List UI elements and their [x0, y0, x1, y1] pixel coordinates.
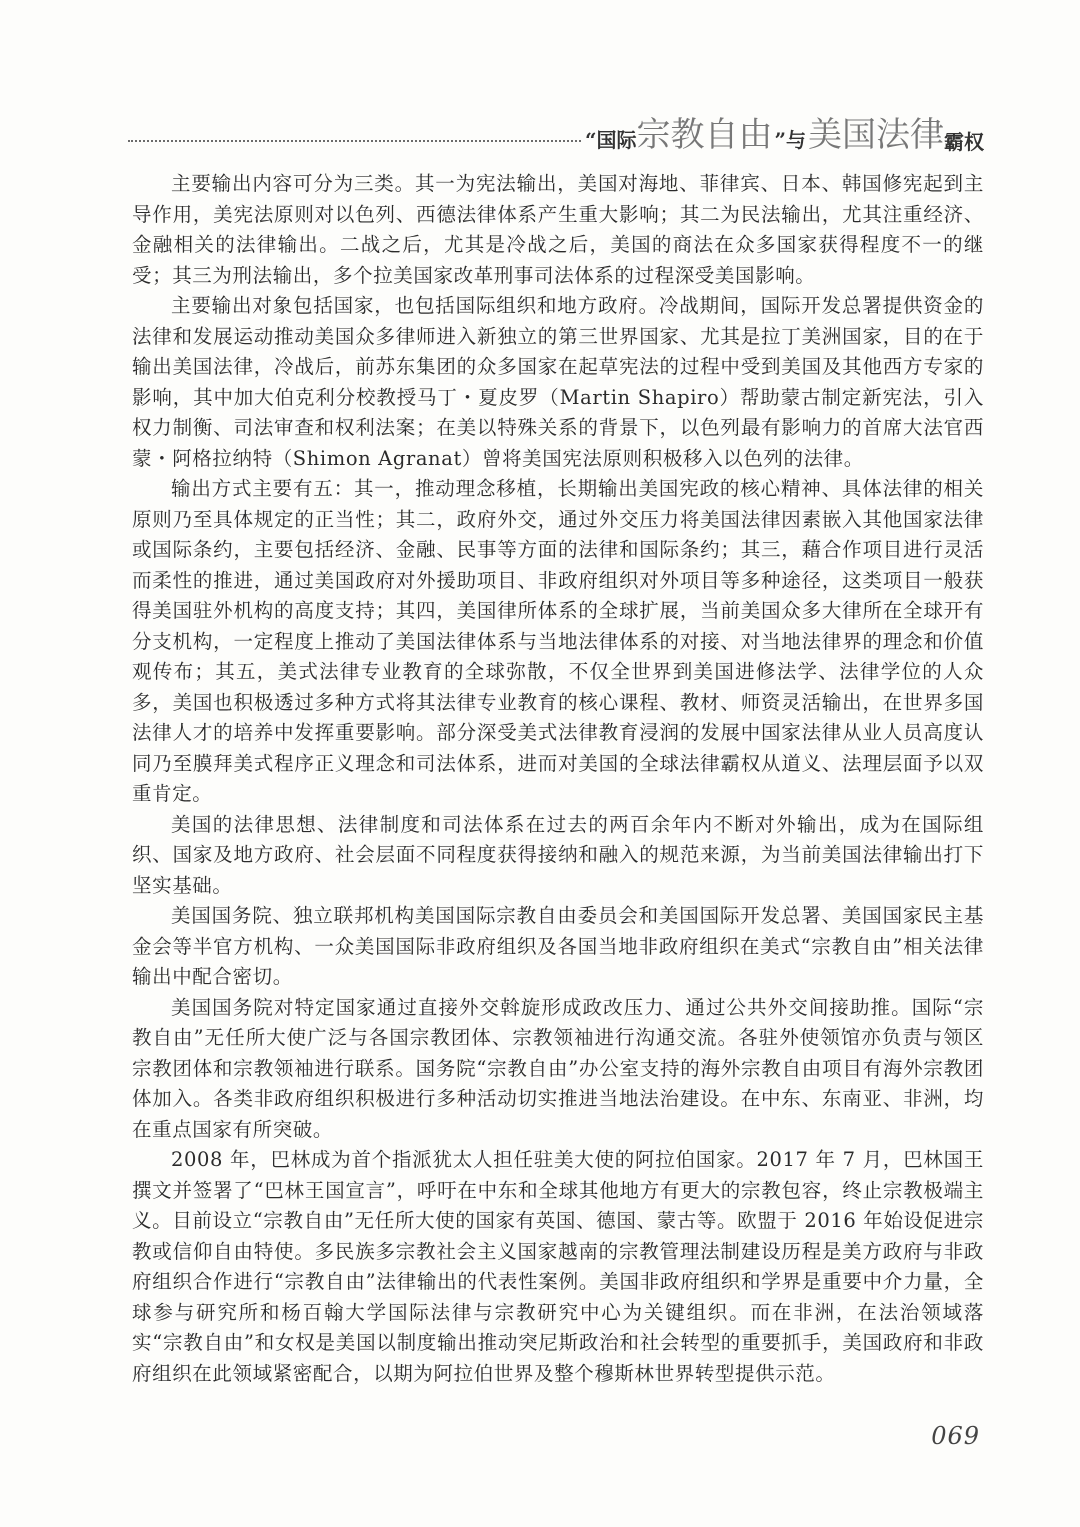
- body-text: [132, 169, 984, 1389]
- paragraph: 输出方式主要有五：其一，推动理念移植，长期输出美国宪政的核心精神、具体法律的相关原则乃至具体规定的正当性；其二，政府外交，通过外交压力将美国法律因素嵌入其他国家法律或国际条约，主要包括经济、金融、民事等方面的法律和国际条约；其三，藉合作项目进行灵活而柔性的推进，通过美国政府对外援助项目、非政府组织对外项目等多种途径，这类项目一般获得美国驻外机构的高度支持；其四，美国律所体系的全球扩展，当前美国众多大律所在全球开有分支机构，一定程度上推动了美国法律体系与当地法律体系的对接、对当地法律界的理念和价值观传布；其五，美式法律专业教育的全球弥散，不仅全世界到美国进修法学、法律学位的人众多，美国也积极透过多种方式将其法律专业教育的核心课程、教材、师资灵活输出，在世界多国法律人才的培养中发挥重要影响。部分深受美式法律教育浸润的发展中国家法律从业人员高度认同乃至膜拜美式程序正义理念和司法体系，进而对美国的全球法律霸权从道义、法理层面予以双重肯定。: [132, 477, 984, 805]
- page-number: 069: [931, 1422, 980, 1450]
- paragraph: 主要输出内容可分为三类。其一为宪法输出，美国对海地、菲律宾、日本、韩国修宪起到主导作用，美宪法原则对以色列、西德法律体系产生重大影响；其二为民法输出，尤其注重经济、金融相关的法律输出。二战之后，尤其是冷战之后，美国的商法在众多国家获得程度不一的继受；其三为刑法输出，多个拉美国家改革刑事司法体系的过程深受美国影响。: [132, 172, 984, 287]
- running-header-title: [584, 115, 984, 155]
- header-title-part1: “国际: [584, 128, 637, 152]
- running-header: [128, 100, 984, 155]
- paragraph: 美国的法律思想、法律制度和司法体系在过去的两百余年内不断对外输出，成为在国际组织、国家及地方政府、社会层面不同程度获得接纳和融入的规范来源，为当前美国法律输出打下坚实基础。: [132, 812, 984, 897]
- header-dotted-rule: [128, 140, 581, 142]
- paragraph: 美国国务院、独立联邦机构美国国际宗教自由委员会和美国国际开发总署、美国国家民主基金会等半官方机构、一众美国国际非政府组织及各国当地非政府组织在美式“宗教自由”相关法律输出中配合密切。: [132, 904, 984, 988]
- header-title-part4: 美国法律: [808, 115, 944, 155]
- paragraph: 主要输出对象包括国家，也包括国际组织和地方政府。冷战期间，国际开发总署提供资金的法律和发展运动推动美国众多律师进入新独立的第三世界国家、尤其是拉丁美洲国家，目的在于输出美国法律，冷战后，前苏东集团的众多国家在起草宪法的过程中受到美国及其他西方专家的影响，其中加大伯克利分校教授马丁・夏皮罗（Martin Shapiro）帮助蒙古制定新宪法，引入权力制衡、司法审查和权利法案；在美以特殊关系的背景下，以色列最有影响力的首席大法官西蒙・阿格拉纳特（Shimon Agranat）曾将美国宪法原则积极移入以色列的法律。: [132, 294, 984, 470]
- paragraph: 2008 年，巴林成为首个指派犹太人担任驻美大使的阿拉伯国家。2017 年 7 月，巴林国王撰文并签署了“巴林王国宣言”，呼吁在中东和全球其他地方有更大的宗教包容，终止宗教极端主义。目前设立“宗教自由”无任所大使的国家有英国、德国、蒙古等。欧盟于 2016 年始设促进宗教或信仰自由特使。多民族多宗教社会主义国家越南的宗教管理法制建设历程是美方政府与非政府组织合作进行“宗教自由”法律输出的代表性案例。美国非政府组织和学界是重要中介力量，全球参与研究所和杨百翰大学国际法律与宗教研究中心为关键组织。而在非洲，在法治领域落实“宗教自由”和女权是美国以制度输出推动突尼斯政治和社会转型的重要抓手，美国政府和非政府组织在此领域紧密配合，以期为阿拉伯世界及整个穆斯林世界转型提供示范。: [132, 1148, 984, 1385]
- header-title-part3: ”与: [774, 128, 806, 152]
- paragraph: 美国国务院对特定国家通过直接外交斡旋形成政改压力、通过公共外交间接助推。国际“宗教自由”无任所大使广泛与各国宗教团体、宗教领袖进行沟通交流。各驻外使领馆亦负责与领区宗教团体和宗教领袖进行联系。国务院“宗教自由”办公室支持的海外宗教自由项目有海外宗教团体加入。各类非政府组织积极进行多种活动切实推进当地法治建设。在中东、东南亚、非洲，均在重点国家有所突破。: [132, 995, 984, 1141]
- header-title-part5: 霸权: [944, 130, 984, 154]
- header-title-part2: 宗教自由: [636, 115, 773, 155]
